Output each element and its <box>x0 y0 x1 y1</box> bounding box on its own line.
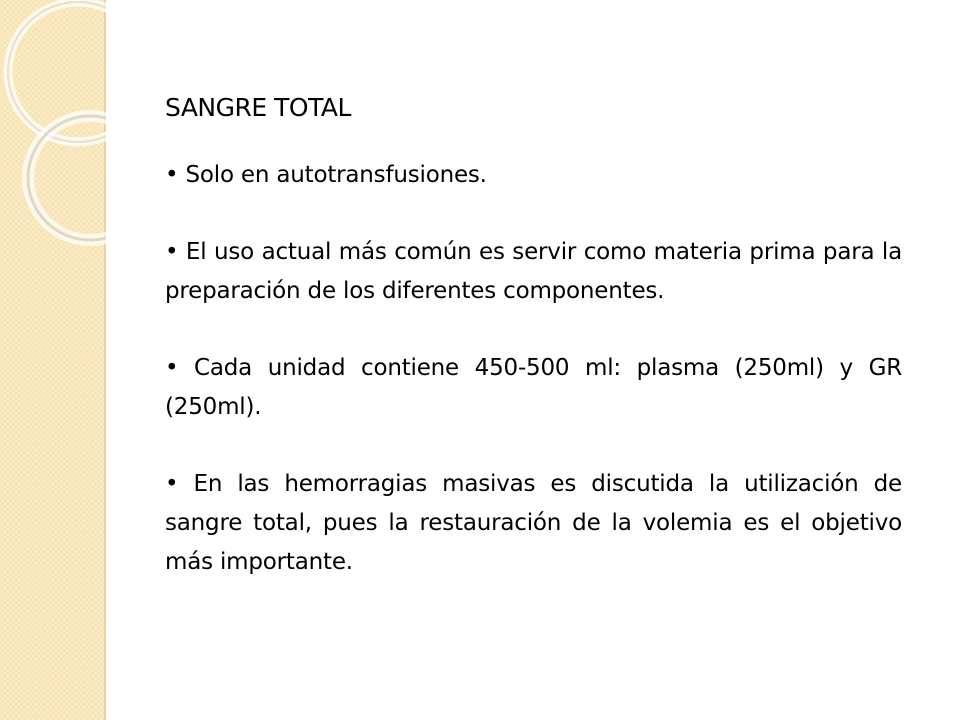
bullet-massive-hemorrhage: • En las hemorragias masivas es discutida la utilización de sangre total, pues la restauración de la volemia es el objetivo más importante. <box>165 471 902 575</box>
bullet-autotransfusion: • Solo en autotransfusiones. <box>165 162 487 188</box>
slide-content <box>165 84 902 582</box>
bullet-common-use: • El uso actual más común es servir como materia prima para la preparación de los diferentes componentes. <box>165 239 902 304</box>
bullet-unit-content: • Cada unidad contiene 450-500 ml: plasma (250ml) y GR (250ml). <box>165 355 902 420</box>
decorative-ring-inner <box>28 116 106 240</box>
slide-title: SANGRE TOTAL <box>165 93 351 122</box>
decorative-rings <box>0 0 106 260</box>
